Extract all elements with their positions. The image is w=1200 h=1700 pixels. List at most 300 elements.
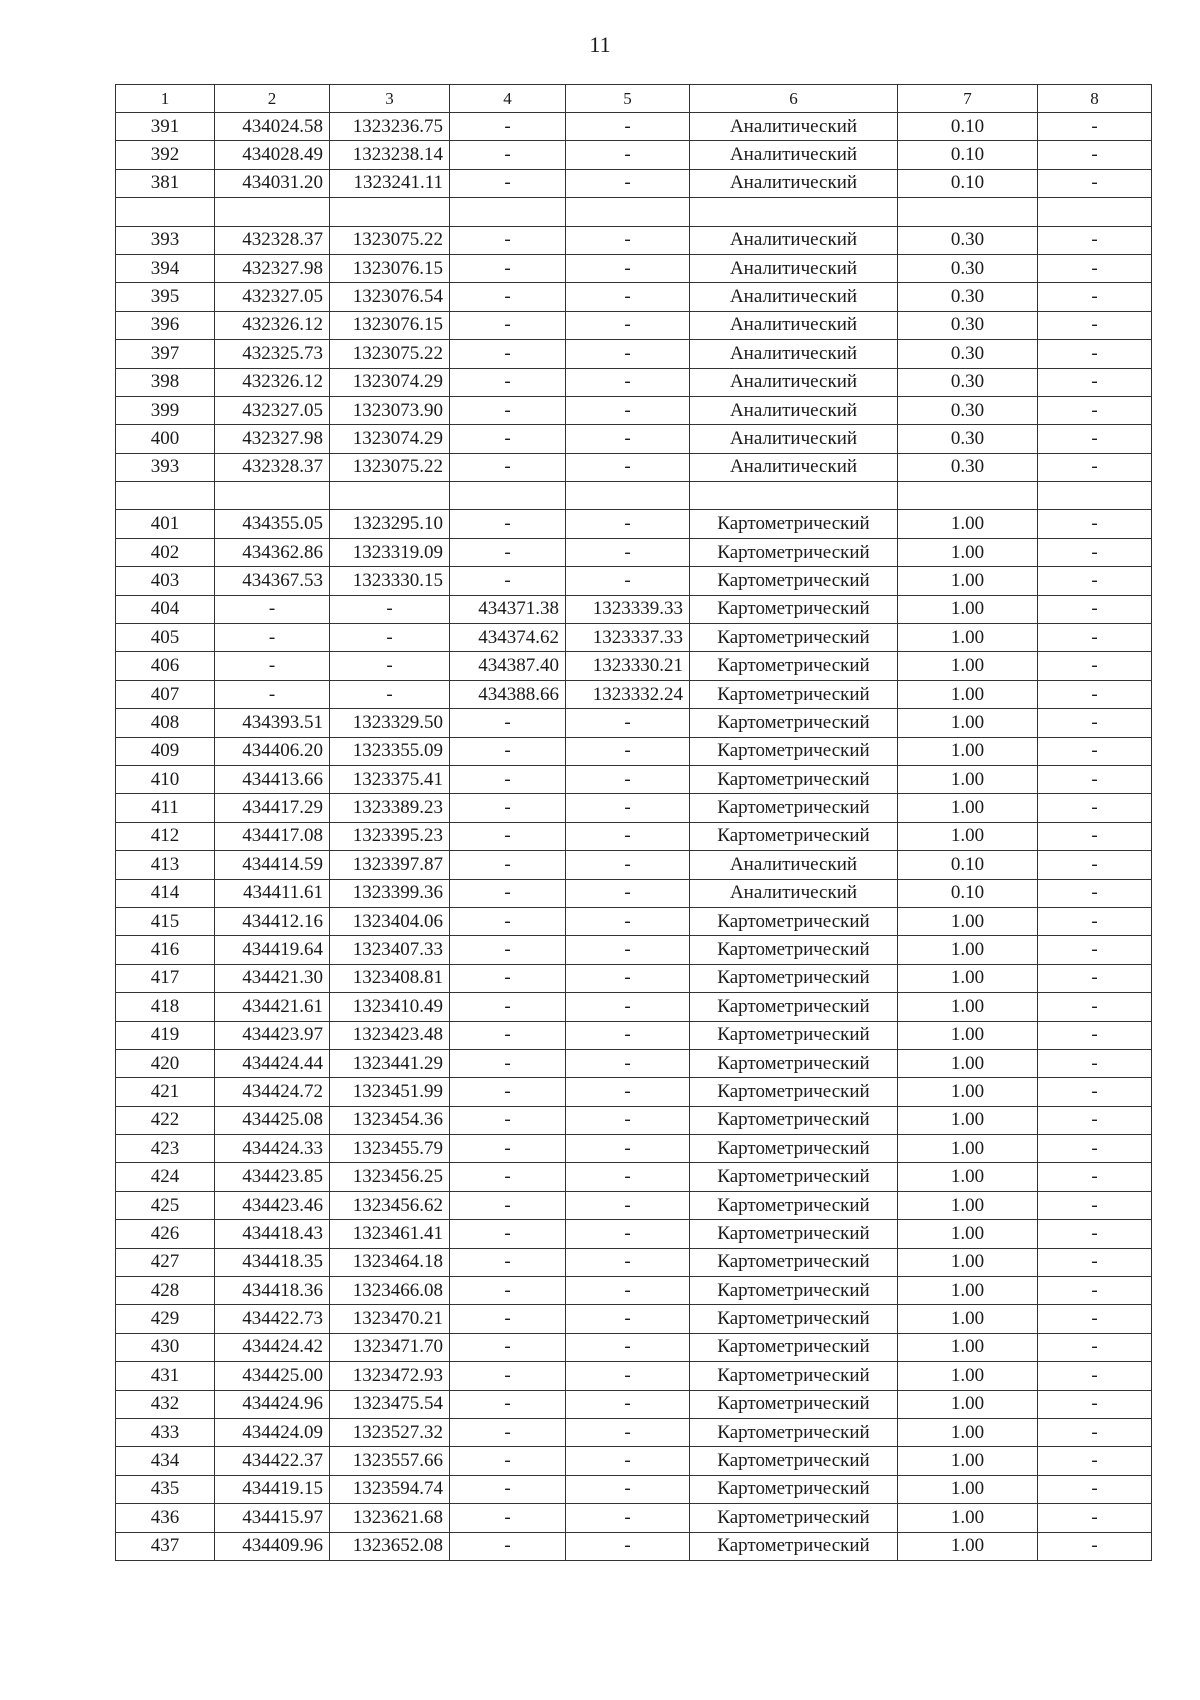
- x-coordinate-alt-cell: -: [450, 765, 566, 793]
- y-coordinate-cell: 1323076.54: [330, 283, 450, 311]
- table-row: [116, 680, 1152, 708]
- x-coordinate-alt-cell: 434387.40: [450, 652, 566, 680]
- y-coordinate-alt-cell: -: [566, 936, 690, 964]
- x-coordinate-alt-cell: -: [450, 1418, 566, 1446]
- y-coordinate-alt-cell: -: [566, 169, 690, 197]
- accuracy-cell: 1.00: [898, 907, 1038, 935]
- accuracy-cell: 1.00: [898, 822, 1038, 850]
- x-coordinate-cell: 434418.36: [215, 1277, 330, 1305]
- method-cell: Картометрический: [690, 1390, 898, 1418]
- note-cell: -: [1038, 1475, 1152, 1503]
- y-coordinate-cell: 1323076.15: [330, 311, 450, 339]
- y-coordinate-cell: 1323455.79: [330, 1135, 450, 1163]
- x-coordinate-cell: 434423.85: [215, 1163, 330, 1191]
- point-number-cell: 400: [116, 425, 215, 453]
- note-cell: -: [1038, 1305, 1152, 1333]
- x-coordinate-cell: -: [215, 680, 330, 708]
- method-cell: Картометрический: [690, 907, 898, 935]
- x-coordinate-alt-cell: [450, 198, 566, 226]
- accuracy-cell: 1.00: [898, 709, 1038, 737]
- table-row: [116, 1447, 1152, 1475]
- x-coordinate-alt-cell: -: [450, 1362, 566, 1390]
- table-row: [116, 1191, 1152, 1219]
- table-row: [116, 1532, 1152, 1560]
- table-row: [116, 709, 1152, 737]
- accuracy-cell: 1.00: [898, 624, 1038, 652]
- x-coordinate-cell: 432328.37: [215, 453, 330, 481]
- x-coordinate-cell: 434421.30: [215, 964, 330, 992]
- column-header: 4: [450, 85, 566, 113]
- note-cell: -: [1038, 226, 1152, 254]
- x-coordinate-alt-cell: -: [450, 510, 566, 538]
- table-row: [116, 765, 1152, 793]
- y-coordinate-alt-cell: -: [566, 340, 690, 368]
- point-number-cell: 424: [116, 1163, 215, 1191]
- method-cell: Аналитический: [690, 879, 898, 907]
- x-coordinate-alt-cell: -: [450, 907, 566, 935]
- x-coordinate-alt-cell: -: [450, 1021, 566, 1049]
- x-coordinate-cell: 434031.20: [215, 169, 330, 197]
- method-cell: Картометрический: [690, 709, 898, 737]
- x-coordinate-alt-cell: -: [450, 1475, 566, 1503]
- note-cell: -: [1038, 964, 1152, 992]
- method-cell: Картометрический: [690, 765, 898, 793]
- accuracy-cell: 1.00: [898, 1532, 1038, 1560]
- y-coordinate-alt-cell: -: [566, 964, 690, 992]
- point-number-cell: 415: [116, 907, 215, 935]
- method-cell: Картометрический: [690, 652, 898, 680]
- accuracy-cell: 1.00: [898, 1475, 1038, 1503]
- y-coordinate-alt-cell: -: [566, 453, 690, 481]
- method-cell: Картометрический: [690, 737, 898, 765]
- note-cell: -: [1038, 1078, 1152, 1106]
- table-row: [116, 964, 1152, 992]
- method-cell: Аналитический: [690, 340, 898, 368]
- note-cell: -: [1038, 141, 1152, 169]
- point-number-cell: 421: [116, 1078, 215, 1106]
- y-coordinate-alt-cell: -: [566, 368, 690, 396]
- x-coordinate-alt-cell: -: [450, 1248, 566, 1276]
- point-number-cell: 404: [116, 595, 215, 623]
- y-coordinate-alt-cell: -: [566, 1362, 690, 1390]
- point-number-cell: 432: [116, 1390, 215, 1418]
- accuracy-cell: 1.00: [898, 936, 1038, 964]
- y-coordinate-cell: 1323451.99: [330, 1078, 450, 1106]
- y-coordinate-cell: 1323471.70: [330, 1333, 450, 1361]
- x-coordinate-cell: [215, 482, 330, 510]
- table-row: [116, 1248, 1152, 1276]
- point-number-cell: 397: [116, 340, 215, 368]
- note-cell: -: [1038, 1532, 1152, 1560]
- note-cell: -: [1038, 169, 1152, 197]
- point-number-cell: 393: [116, 453, 215, 481]
- point-number-cell: 409: [116, 737, 215, 765]
- accuracy-cell: 1.00: [898, 567, 1038, 595]
- x-coordinate-cell: 434424.96: [215, 1390, 330, 1418]
- x-coordinate-alt-cell: -: [450, 425, 566, 453]
- accuracy-cell: 1.00: [898, 964, 1038, 992]
- note-cell: -: [1038, 1333, 1152, 1361]
- point-number-cell: 422: [116, 1106, 215, 1134]
- accuracy-cell: 0.10: [898, 879, 1038, 907]
- x-coordinate-alt-cell: 434371.38: [450, 595, 566, 623]
- x-coordinate-cell: 434028.49: [215, 141, 330, 169]
- column-header: 8: [1038, 85, 1152, 113]
- note-cell: -: [1038, 283, 1152, 311]
- y-coordinate-alt-cell: -: [566, 993, 690, 1021]
- point-number-cell: 394: [116, 254, 215, 282]
- method-cell: Картометрический: [690, 1532, 898, 1560]
- x-coordinate-alt-cell: -: [450, 311, 566, 339]
- note-cell: -: [1038, 453, 1152, 481]
- method-cell: Картометрический: [690, 1475, 898, 1503]
- x-coordinate-cell: 434422.37: [215, 1447, 330, 1475]
- point-number-cell: 410: [116, 765, 215, 793]
- point-number-cell: 391: [116, 113, 215, 141]
- method-cell: Картометрический: [690, 510, 898, 538]
- accuracy-cell: 0.10: [898, 141, 1038, 169]
- accuracy-cell: 0.30: [898, 254, 1038, 282]
- x-coordinate-cell: 434417.08: [215, 822, 330, 850]
- x-coordinate-alt-cell: -: [450, 567, 566, 595]
- point-number-cell: 434: [116, 1447, 215, 1475]
- accuracy-cell: 1.00: [898, 680, 1038, 708]
- y-coordinate-alt-cell: -: [566, 794, 690, 822]
- note-cell: -: [1038, 709, 1152, 737]
- method-cell: Картометрический: [690, 936, 898, 964]
- table-row: [116, 538, 1152, 566]
- accuracy-cell: 1.00: [898, 1305, 1038, 1333]
- point-number-cell: 403: [116, 567, 215, 595]
- table-row: [116, 283, 1152, 311]
- x-coordinate-alt-cell: -: [450, 851, 566, 879]
- method-cell: Картометрический: [690, 1163, 898, 1191]
- y-coordinate-cell: -: [330, 680, 450, 708]
- y-coordinate-alt-cell: -: [566, 1333, 690, 1361]
- y-coordinate-alt-cell: -: [566, 1163, 690, 1191]
- y-coordinate-alt-cell: [566, 198, 690, 226]
- note-cell: -: [1038, 1277, 1152, 1305]
- x-coordinate-alt-cell: -: [450, 936, 566, 964]
- point-number-cell: 429: [116, 1305, 215, 1333]
- point-number-cell: 395: [116, 283, 215, 311]
- note-cell: -: [1038, 1418, 1152, 1446]
- y-coordinate-alt-cell: -: [566, 113, 690, 141]
- y-coordinate-cell: 1323475.54: [330, 1390, 450, 1418]
- accuracy-cell: 0.30: [898, 368, 1038, 396]
- note-cell: -: [1038, 1163, 1152, 1191]
- x-coordinate-cell: 434418.35: [215, 1248, 330, 1276]
- y-coordinate-cell: 1323461.41: [330, 1220, 450, 1248]
- point-number-cell: 399: [116, 396, 215, 424]
- x-coordinate-alt-cell: -: [450, 822, 566, 850]
- table-row: [116, 1021, 1152, 1049]
- page-number: 11: [589, 32, 611, 57]
- y-coordinate-cell: 1323399.36: [330, 879, 450, 907]
- method-cell: Картометрический: [690, 1362, 898, 1390]
- point-number-cell: 428: [116, 1277, 215, 1305]
- x-coordinate-alt-cell: -: [450, 1390, 566, 1418]
- accuracy-cell: 0.30: [898, 283, 1038, 311]
- method-cell: Картометрический: [690, 993, 898, 1021]
- y-coordinate-cell: 1323076.15: [330, 254, 450, 282]
- table-row: [116, 396, 1152, 424]
- x-coordinate-alt-cell: -: [450, 993, 566, 1021]
- x-coordinate-cell: [215, 198, 330, 226]
- x-coordinate-alt-cell: -: [450, 538, 566, 566]
- method-cell: Аналитический: [690, 453, 898, 481]
- x-coordinate-cell: 432327.98: [215, 254, 330, 282]
- x-coordinate-cell: -: [215, 595, 330, 623]
- accuracy-cell: [898, 482, 1038, 510]
- y-coordinate-alt-cell: -: [566, 1191, 690, 1219]
- x-coordinate-alt-cell: -: [450, 1447, 566, 1475]
- x-coordinate-cell: 434411.61: [215, 879, 330, 907]
- y-coordinate-alt-cell: -: [566, 1021, 690, 1049]
- x-coordinate-cell: 432327.98: [215, 425, 330, 453]
- note-cell: -: [1038, 538, 1152, 566]
- x-coordinate-alt-cell: -: [450, 254, 566, 282]
- note-cell: -: [1038, 1191, 1152, 1219]
- x-coordinate-cell: 432325.73: [215, 340, 330, 368]
- method-cell: Картометрический: [690, 794, 898, 822]
- y-coordinate-alt-cell: -: [566, 1277, 690, 1305]
- x-coordinate-cell: 434355.05: [215, 510, 330, 538]
- note-cell: -: [1038, 567, 1152, 595]
- method-cell: Картометрический: [690, 1504, 898, 1532]
- column-header: 7: [898, 85, 1038, 113]
- method-cell: [690, 482, 898, 510]
- point-number-cell: 393: [116, 226, 215, 254]
- y-coordinate-alt-cell: -: [566, 254, 690, 282]
- table-row: [116, 907, 1152, 935]
- note-cell: -: [1038, 510, 1152, 538]
- x-coordinate-cell: 434423.97: [215, 1021, 330, 1049]
- y-coordinate-alt-cell: -: [566, 1418, 690, 1446]
- table-row: [116, 453, 1152, 481]
- x-coordinate-cell: 434417.29: [215, 794, 330, 822]
- y-coordinate-cell: 1323075.22: [330, 453, 450, 481]
- point-number-cell: 435: [116, 1475, 215, 1503]
- note-cell: -: [1038, 1135, 1152, 1163]
- note-cell: -: [1038, 1248, 1152, 1276]
- note-cell: -: [1038, 1447, 1152, 1475]
- accuracy-cell: 1.00: [898, 1049, 1038, 1077]
- y-coordinate-cell: 1323074.29: [330, 425, 450, 453]
- x-coordinate-cell: 434413.66: [215, 765, 330, 793]
- x-coordinate-alt-cell: -: [450, 396, 566, 424]
- y-coordinate-cell: 1323397.87: [330, 851, 450, 879]
- point-number-cell: 417: [116, 964, 215, 992]
- y-coordinate-alt-cell: -: [566, 1532, 690, 1560]
- accuracy-cell: 1.00: [898, 765, 1038, 793]
- note-cell: -: [1038, 879, 1152, 907]
- x-coordinate-cell: 432326.12: [215, 311, 330, 339]
- method-cell: Картометрический: [690, 1049, 898, 1077]
- x-coordinate-alt-cell: -: [450, 879, 566, 907]
- y-coordinate-cell: 1323075.22: [330, 226, 450, 254]
- y-coordinate-alt-cell: -: [566, 538, 690, 566]
- x-coordinate-alt-cell: -: [450, 283, 566, 311]
- y-coordinate-cell: 1323389.23: [330, 794, 450, 822]
- table-body: [116, 113, 1152, 1561]
- table-row: [116, 936, 1152, 964]
- y-coordinate-cell: 1323330.15: [330, 567, 450, 595]
- table-row: [116, 1078, 1152, 1106]
- note-cell: -: [1038, 254, 1152, 282]
- method-cell: Картометрический: [690, 624, 898, 652]
- x-coordinate-cell: 434425.08: [215, 1106, 330, 1134]
- method-cell: Аналитический: [690, 141, 898, 169]
- x-coordinate-cell: 434421.61: [215, 993, 330, 1021]
- method-cell: Картометрический: [690, 1135, 898, 1163]
- y-coordinate-alt-cell: -: [566, 1106, 690, 1134]
- x-coordinate-alt-cell: -: [450, 169, 566, 197]
- x-coordinate-alt-cell: -: [450, 737, 566, 765]
- y-coordinate-cell: 1323423.48: [330, 1021, 450, 1049]
- x-coordinate-alt-cell: -: [450, 1135, 566, 1163]
- table-row: [116, 1390, 1152, 1418]
- accuracy-cell: 1.00: [898, 993, 1038, 1021]
- accuracy-cell: 1.00: [898, 1333, 1038, 1361]
- y-coordinate-cell: 1323319.09: [330, 538, 450, 566]
- note-cell: -: [1038, 765, 1152, 793]
- table-row: [116, 1475, 1152, 1503]
- table-row: [116, 1049, 1152, 1077]
- y-coordinate-cell: 1323594.74: [330, 1475, 450, 1503]
- x-coordinate-alt-cell: -: [450, 1532, 566, 1560]
- table-row: [116, 822, 1152, 850]
- accuracy-cell: 1.00: [898, 1504, 1038, 1532]
- table-row: [116, 1277, 1152, 1305]
- column-header: 3: [330, 85, 450, 113]
- y-coordinate-alt-cell: 1323332.24: [566, 680, 690, 708]
- method-cell: Картометрический: [690, 1191, 898, 1219]
- x-coordinate-cell: 434423.46: [215, 1191, 330, 1219]
- accuracy-cell: 1.00: [898, 1021, 1038, 1049]
- point-number-cell: 437: [116, 1532, 215, 1560]
- method-cell: Картометрический: [690, 538, 898, 566]
- x-coordinate-cell: 434362.86: [215, 538, 330, 566]
- point-number-cell: [116, 198, 215, 226]
- note-cell: -: [1038, 1106, 1152, 1134]
- table-row: [116, 1135, 1152, 1163]
- y-coordinate-cell: 1323472.93: [330, 1362, 450, 1390]
- x-coordinate-cell: 432326.12: [215, 368, 330, 396]
- table-row: [116, 340, 1152, 368]
- y-coordinate-cell: 1323407.33: [330, 936, 450, 964]
- y-coordinate-alt-cell: -: [566, 709, 690, 737]
- point-number-cell: 425: [116, 1191, 215, 1219]
- method-cell: Картометрический: [690, 1277, 898, 1305]
- table-row: [116, 141, 1152, 169]
- note-cell: -: [1038, 822, 1152, 850]
- table-row: [116, 595, 1152, 623]
- x-coordinate-cell: -: [215, 652, 330, 680]
- accuracy-cell: 1.00: [898, 1191, 1038, 1219]
- method-cell: Картометрический: [690, 680, 898, 708]
- y-coordinate-alt-cell: -: [566, 765, 690, 793]
- x-coordinate-cell: 434422.73: [215, 1305, 330, 1333]
- x-coordinate-cell: 434424.09: [215, 1418, 330, 1446]
- y-coordinate-cell: 1323395.23: [330, 822, 450, 850]
- note-cell: -: [1038, 652, 1152, 680]
- x-coordinate-alt-cell: -: [450, 1305, 566, 1333]
- table-row: [116, 794, 1152, 822]
- y-coordinate-cell: [330, 482, 450, 510]
- method-cell: Картометрический: [690, 1106, 898, 1134]
- accuracy-cell: 1.00: [898, 1163, 1038, 1191]
- method-cell: Картометрический: [690, 1248, 898, 1276]
- note-cell: -: [1038, 737, 1152, 765]
- y-coordinate-alt-cell: -: [566, 879, 690, 907]
- method-cell: Картометрический: [690, 1418, 898, 1446]
- x-coordinate-cell: 434414.59: [215, 851, 330, 879]
- y-coordinate-alt-cell: [566, 482, 690, 510]
- y-coordinate-cell: [330, 198, 450, 226]
- x-coordinate-alt-cell: -: [450, 794, 566, 822]
- accuracy-cell: 1.00: [898, 794, 1038, 822]
- accuracy-cell: 1.00: [898, 1447, 1038, 1475]
- method-cell: Картометрический: [690, 595, 898, 623]
- point-number-cell: 431: [116, 1362, 215, 1390]
- accuracy-cell: 1.00: [898, 1220, 1038, 1248]
- method-cell: Картометрический: [690, 1078, 898, 1106]
- accuracy-cell: 0.30: [898, 396, 1038, 424]
- x-coordinate-cell: 432327.05: [215, 396, 330, 424]
- table-row: [116, 1333, 1152, 1361]
- x-coordinate-alt-cell: 434374.62: [450, 624, 566, 652]
- method-cell: Аналитический: [690, 254, 898, 282]
- accuracy-cell: 1.00: [898, 737, 1038, 765]
- table-row: [116, 169, 1152, 197]
- accuracy-cell: 0.30: [898, 311, 1038, 339]
- x-coordinate-alt-cell: -: [450, 368, 566, 396]
- method-cell: Картометрический: [690, 822, 898, 850]
- y-coordinate-cell: 1323238.14: [330, 141, 450, 169]
- y-coordinate-alt-cell: -: [566, 851, 690, 879]
- method-cell: Аналитический: [690, 311, 898, 339]
- point-number-cell: 426: [116, 1220, 215, 1248]
- x-coordinate-cell: 434412.16: [215, 907, 330, 935]
- y-coordinate-cell: 1323375.41: [330, 765, 450, 793]
- table-row: [116, 368, 1152, 396]
- table-row: [116, 226, 1152, 254]
- x-coordinate-alt-cell: 434388.66: [450, 680, 566, 708]
- x-coordinate-cell: 432327.05: [215, 283, 330, 311]
- method-cell: Аналитический: [690, 368, 898, 396]
- table-row: [116, 567, 1152, 595]
- y-coordinate-alt-cell: -: [566, 1049, 690, 1077]
- note-cell: -: [1038, 1049, 1152, 1077]
- method-cell: Аналитический: [690, 169, 898, 197]
- y-coordinate-alt-cell: -: [566, 567, 690, 595]
- table-row: [116, 1163, 1152, 1191]
- point-number-cell: 396: [116, 311, 215, 339]
- point-number-cell: 419: [116, 1021, 215, 1049]
- table-row: [116, 425, 1152, 453]
- table-row: [116, 624, 1152, 652]
- x-coordinate-alt-cell: -: [450, 1163, 566, 1191]
- y-coordinate-cell: -: [330, 595, 450, 623]
- y-coordinate-cell: 1323466.08: [330, 1277, 450, 1305]
- y-coordinate-cell: -: [330, 652, 450, 680]
- x-coordinate-cell: -: [215, 624, 330, 652]
- y-coordinate-cell: 1323404.06: [330, 907, 450, 935]
- y-coordinate-alt-cell: -: [566, 1135, 690, 1163]
- x-coordinate-alt-cell: -: [450, 964, 566, 992]
- accuracy-cell: 1.00: [898, 1390, 1038, 1418]
